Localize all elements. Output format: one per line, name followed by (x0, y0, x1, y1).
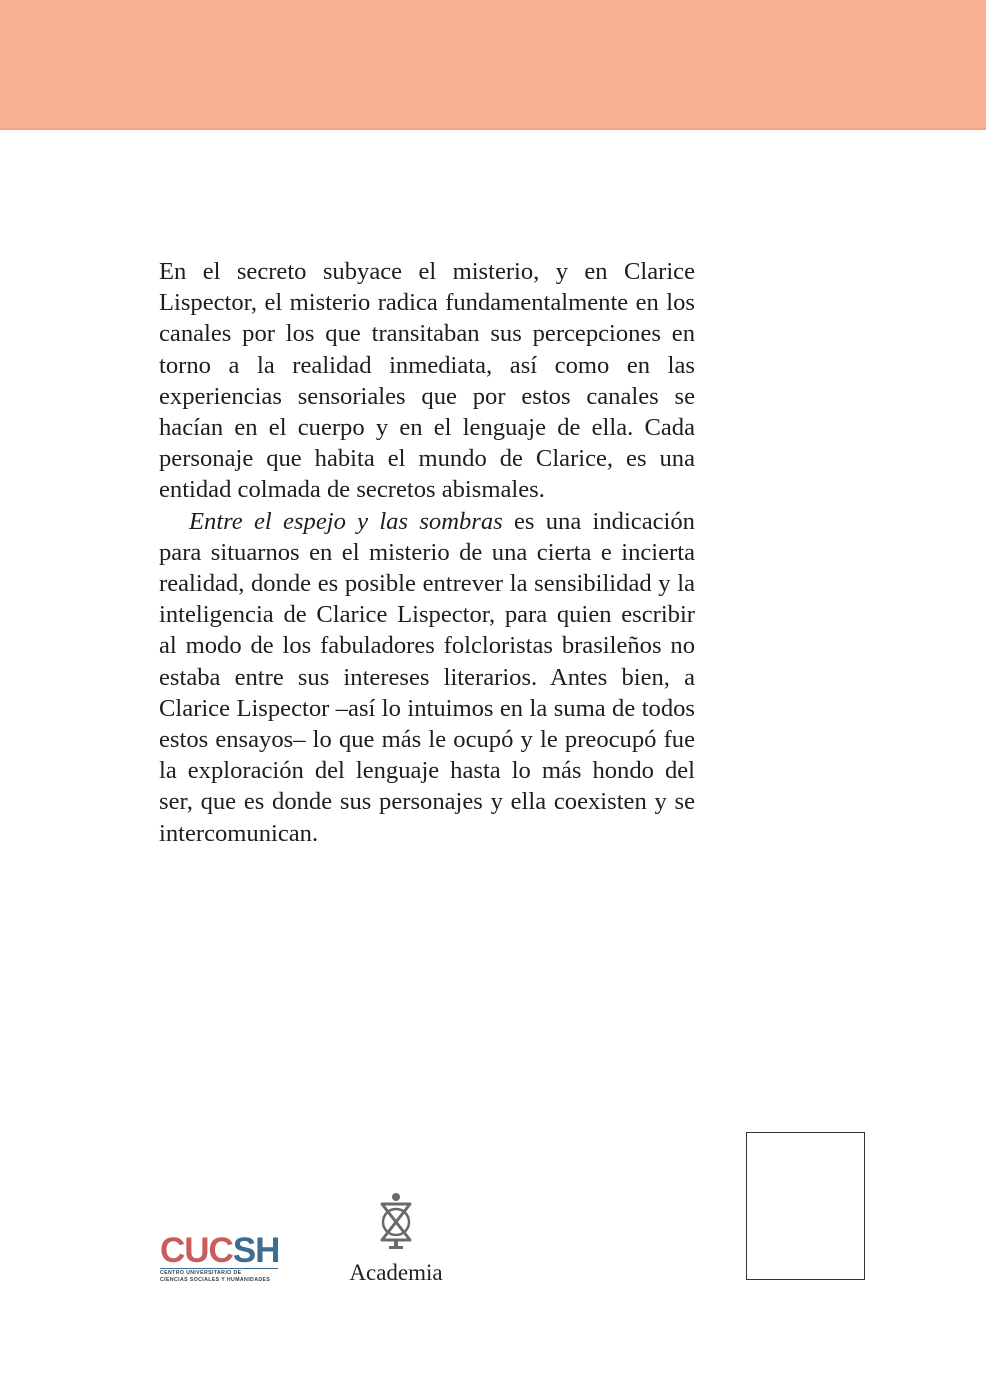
academia-logo (344, 1192, 448, 1286)
cucsh-logo-wordmark (160, 1231, 280, 1270)
cucsh-letters-blue: SH (232, 1231, 280, 1270)
cucsh-letters-red: CUC (160, 1231, 233, 1270)
cucsh-subtitle-line-1: CENTRO UNIVERSITARIO DE (160, 1270, 242, 1276)
academia-name: Academia (349, 1260, 443, 1285)
cucsh-subtitle-line-2: CIENCIAS SOCIALES Y HUMANIDADES (160, 1276, 271, 1283)
blurb-paragraph-1: En el secreto subyace el misterio, y en Clarice Lispector, el misterio radica fundamentalmente en los canales por los que transitaban sus percepciones en torno a la realidad inmediata, así como en las experiencias sensoriales que por estos canales se hacían en el cuerpo y en el lenguaje de ella. Cada personaje que habita el mundo de Clarice, es una entidad colmada de secretos abismales. (159, 258, 695, 504)
cucsh-subtitle (160, 1268, 278, 1283)
barcode-box (746, 1132, 865, 1280)
back-cover-blurb (159, 256, 695, 849)
hourglass-figure-icon (374, 1192, 418, 1250)
cover-color-band (0, 0, 986, 130)
book-title-italic: Entre el espejo y las sombras (189, 507, 503, 535)
blurb-paragraph-2-text: es una indicación para situarnos en el misterio de una cierta e incierta realidad, donde es posible entrever la sensibilidad y la inteligencia de Clarice Lispector, para quien escribir al modo de los fabuladores folcloristas brasileños no estaba entre sus intereses literarios. Antes bien, a Clarice Lispector –así lo intuimos en la suma de todos estos ensayos– lo que más le ocupó y le preocupó fue la exploración del lenguaje hasta lo más hondo del ser, que es donde sus personajes y ella coexisten y se intercomunican. (159, 507, 695, 847)
blurb-paragraph-2 (159, 506, 695, 849)
cucsh-logo (160, 1231, 280, 1283)
